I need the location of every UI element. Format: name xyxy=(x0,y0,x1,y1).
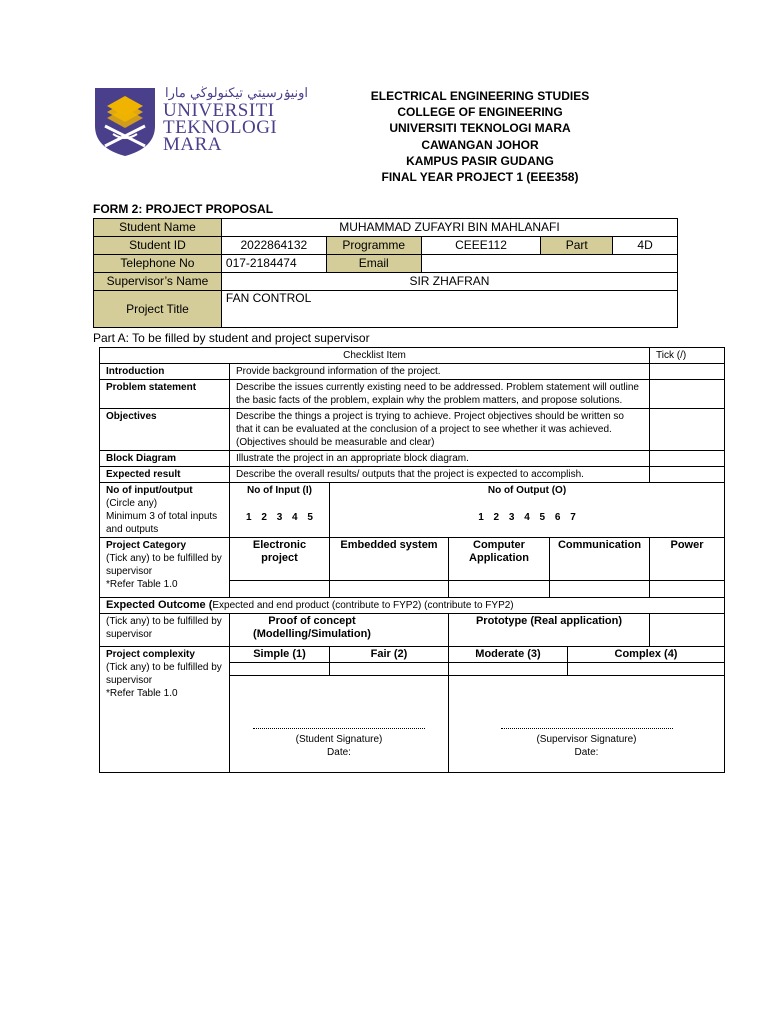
supervisor-signature-cell[interactable] xyxy=(449,676,725,773)
part-a-heading: Part A: To be filled by student and project supervisor xyxy=(93,331,370,345)
telephone-label: Telephone No xyxy=(94,255,222,273)
outcome-heading-bold: Expected Outcome ( xyxy=(106,599,213,611)
category-note: (Tick any) to be fulfilled by supervisor xyxy=(106,553,222,577)
email-value[interactable] xyxy=(421,255,677,273)
header-line: UNIVERSITI TEKNOLOGI MARA xyxy=(389,121,571,136)
row-expected-result-desc: Describe the overall results/ outputs that the project is expected to accomplish. xyxy=(230,467,650,483)
outcome-note: (Tick any) to be fulfilled by supervisor xyxy=(100,614,230,647)
uitm-logo xyxy=(93,86,309,158)
header-line: FINAL YEAR PROJECT 1 (EEE358) xyxy=(381,170,579,185)
logo-line-1: UNIVERSITI xyxy=(163,100,275,121)
tick-cell[interactable] xyxy=(650,380,725,409)
tick-cell[interactable] xyxy=(568,663,725,676)
row-objectives: Objectives xyxy=(100,409,230,451)
supervisor-label: Supervisor’s Name xyxy=(94,273,222,291)
logo-line-2: TEKNOLOGI xyxy=(163,117,278,138)
student-signature-cell[interactable] xyxy=(230,676,449,773)
row-expected-result: Expected result xyxy=(100,467,230,483)
header-line: CAWANGAN JOHOR xyxy=(421,137,539,152)
supervisor-value[interactable]: SIR ZHAFRAN xyxy=(221,273,677,291)
document-header xyxy=(330,88,630,185)
outcome-heading xyxy=(100,598,725,614)
complexity-fair: Fair (2) xyxy=(330,647,449,663)
tick-cell[interactable] xyxy=(330,581,449,598)
category-electronic: Electronic project xyxy=(230,538,330,581)
part-value[interactable]: 4D xyxy=(613,237,678,255)
tick-cell[interactable] xyxy=(650,614,725,647)
row-block-diagram: Block Diagram xyxy=(100,451,230,467)
io-name: No of input/output xyxy=(106,485,193,496)
supervisor-signature-label: (Supervisor Signature) xyxy=(536,734,637,745)
category-power: Power xyxy=(650,538,725,581)
category-communication: Communication xyxy=(550,538,650,581)
complexity-name: Project complexity xyxy=(106,649,195,660)
tick-cell[interactable] xyxy=(650,364,725,380)
tick-cell[interactable] xyxy=(449,581,550,598)
student-name-value[interactable]: MUHAMMAD ZUFAYRI BIN MAHLANAFI xyxy=(221,219,677,237)
row-problem-statement-desc: Describe the issues currently existing need to be addressed. Problem statement will outline the basic facts of the problem, explain why the problem matters, and propose solutions. xyxy=(230,380,650,409)
outcome-prototype: Prototype (Real application) xyxy=(449,614,650,647)
col-tick: Tick (/) xyxy=(650,348,725,364)
email-label: Email xyxy=(326,255,421,273)
tick-cell[interactable] xyxy=(550,581,650,598)
supervisor-date-label: Date: xyxy=(574,747,599,758)
tick-cell[interactable] xyxy=(330,663,449,676)
programme-value[interactable]: CEEE112 xyxy=(421,237,541,255)
category-note: *Refer Table 1.0 xyxy=(106,579,178,590)
row-introduction-desc: Provide background information of the project. xyxy=(230,364,650,380)
io-output-label: No of Output (O) xyxy=(487,485,567,496)
col-checklist-item: Checklist Item xyxy=(100,348,650,364)
io-input-label: No of Input (I) xyxy=(247,485,312,496)
logo-jawi-text: اونيۏرسيتي تيكنولوڬي مارا xyxy=(165,86,309,101)
project-title-label: Project Title xyxy=(94,291,222,328)
part-label: Part xyxy=(541,237,613,255)
tick-cell[interactable] xyxy=(449,663,568,676)
row-io xyxy=(100,483,230,538)
student-id-label: Student ID xyxy=(94,237,222,255)
complexity-complex: Complex (4) xyxy=(568,647,725,663)
logo-wordmark xyxy=(163,102,277,153)
io-note: (Circle any) xyxy=(106,498,158,509)
complexity-note: *Refer Table 1.0 xyxy=(106,688,178,699)
row-introduction: Introduction xyxy=(100,364,230,380)
form-title: FORM 2: PROJECT PROPOSAL xyxy=(93,202,274,216)
outcome-heading-rest: Expected and end product (contribute to FYP2) (contribute to FYP2) xyxy=(212,600,514,611)
outcome-proof-of-concept: Proof of concept (Modelling/Simulation) xyxy=(230,614,449,647)
row-problem-statement: Problem statement xyxy=(100,380,230,409)
header-line: COLLEGE OF ENGINEERING xyxy=(397,105,563,120)
student-id-value[interactable]: 2022864132 xyxy=(221,237,326,255)
tick-cell[interactable] xyxy=(230,581,330,598)
complexity-note: (Tick any) to be fulfilled by supervisor xyxy=(106,662,222,686)
student-signature-label: (Student Signature) xyxy=(295,734,383,745)
tick-cell[interactable] xyxy=(230,663,330,676)
checklist-table xyxy=(99,347,725,773)
row-block-diagram-desc: Illustrate the project in an appropriate block diagram. xyxy=(230,451,650,467)
tick-cell[interactable] xyxy=(650,581,725,598)
complexity-simple: Simple (1) xyxy=(230,647,330,663)
tick-cell[interactable] xyxy=(650,409,725,451)
student-date-label: Date: xyxy=(327,747,351,758)
category-computer: Computer Application xyxy=(449,538,550,581)
category-embedded: Embedded system xyxy=(330,538,449,581)
logo-line-3: MARA xyxy=(163,134,223,155)
io-output-cell[interactable] xyxy=(330,483,725,538)
project-title-value[interactable]: FAN CONTROL xyxy=(221,291,677,328)
io-input-numbers[interactable]: 1 2 3 4 5 xyxy=(246,512,313,523)
complexity-moderate: Moderate (3) xyxy=(449,647,568,663)
row-category xyxy=(100,538,230,598)
io-input-cell[interactable] xyxy=(230,483,330,538)
uitm-crest-icon xyxy=(93,86,157,158)
telephone-value[interactable]: 017-2184474 xyxy=(221,255,326,273)
programme-label: Programme xyxy=(326,237,421,255)
io-output-numbers[interactable]: 1 2 3 4 5 6 7 xyxy=(478,512,576,523)
tick-cell[interactable] xyxy=(650,451,725,467)
student-info-table xyxy=(93,218,678,328)
io-note: Minimum 3 of total inputs and outputs xyxy=(106,511,218,535)
row-objectives-desc: Describe the things a project is trying to achieve. Project objectives should be written so that it can be evaluated at the conclusion of a project to see whether it was achieved. (Objectives should be measurable and clear) xyxy=(230,409,650,451)
student-name-label: Student Name xyxy=(94,219,222,237)
row-complexity xyxy=(100,647,230,773)
header-line: KAMPUS PASIR GUDANG xyxy=(406,153,554,168)
header-line: ELECTRICAL ENGINEERING STUDIES xyxy=(370,89,590,103)
tick-cell[interactable] xyxy=(650,467,725,483)
category-name: Project Category xyxy=(106,540,187,551)
